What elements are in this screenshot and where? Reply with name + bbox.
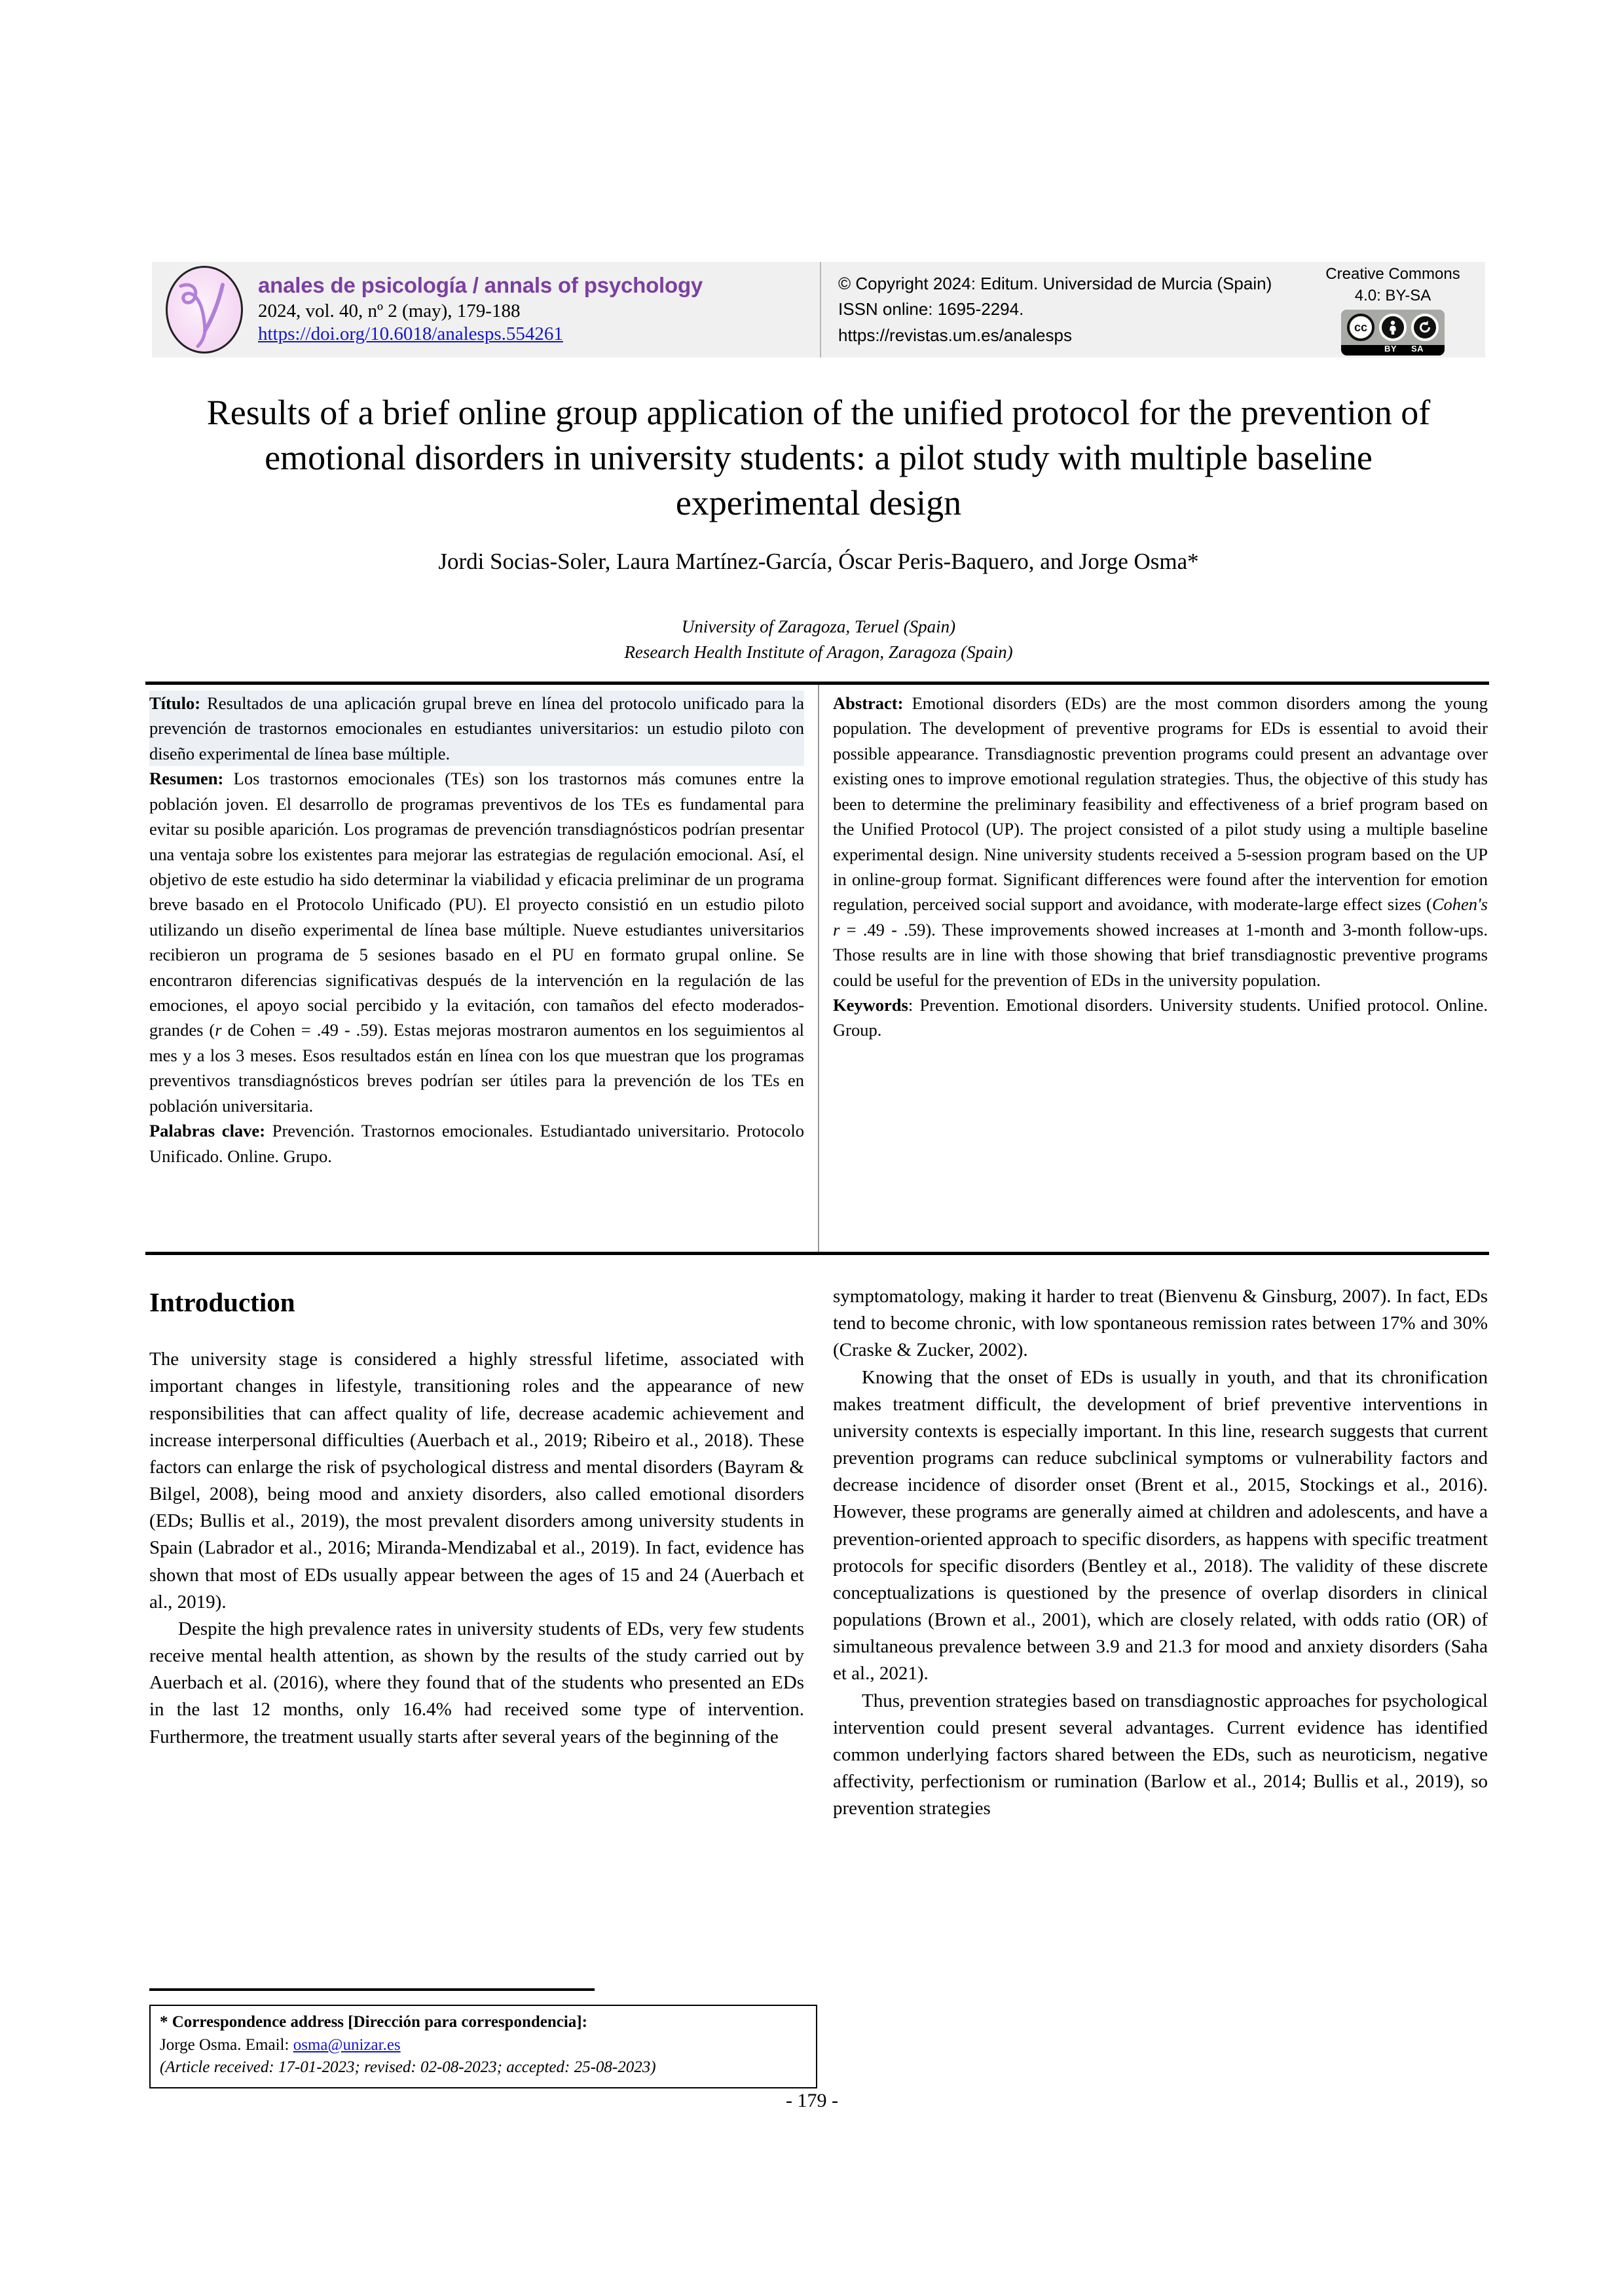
resumen-text-part2: de Cohen = .49 - .59). Estas mejoras mostraron aumentos en los seguimientos al mes y a los 3 meses. Esos resultados están en línea con los que muestran que los programas preventivos transdiagnósticos breves podrían ser útiles para la prevención de los TEs en población universitaria. [149, 1020, 804, 1116]
keywords-label: Keywords [833, 995, 908, 1015]
masthead-journal-block [152, 262, 820, 357]
cc-badge-inner [1341, 310, 1445, 345]
cc-by-icon [1379, 314, 1407, 341]
journal-website-link[interactable]: https://revistas.um.es/analesps [838, 325, 1072, 345]
issn-line: ISSN online: 1695-2294. [838, 299, 1024, 319]
title-block [177, 390, 1460, 526]
abstract-bottom-rule [145, 1252, 1489, 1255]
intro-paragraph-4: Knowing that the onset of EDs is usually in youth, and that its chronification makes treatment difficult, the development of brief preventive interventions in university contexts is especially important. In this line, research suggests that current prevention programs can reduce subclinical symptoms or vulnerability factors and decrease incidence of disorder onset (Brent et al., 2015, Stockings et al., 2016). However, these programs are generally aimed at children and adolescents, and have a prevention-oriented approach to specific disorders, as happens with specific treatment protocols for specific disorders (Bentley et al., 2018). The validity of these discrete conceptualizations is questioned by the presence of overlap disorders in clinical populations (Brown et al., 2001), which are closely related, with odds ratio (OR) of simultaneous prevalence between 3.9 and 21.3 for mood and anxiety disorders (Saha et al., 2021). [833, 1366, 1488, 1685]
correspondence-contact [160, 2034, 807, 2057]
abstract-text-part2: = .49 - .59). These improvements showed increases at 1-month and 3-month follow-ups. Those results are in line with those showing that brief transdiagnostic preventive programs could be useful for the prevention of EDs in the university population. [833, 919, 1488, 990]
abstract-italic-cohens-r: Cohen's r [833, 894, 1488, 939]
correspondence-title: * Correspondence address [Dirección para correspondencia]: [160, 2013, 587, 2031]
article-dates: (Article received: 17-01-2023; revised: 02-08-2023; accepted: 25-08-2023) [160, 2058, 656, 2076]
psi-glyph-icon [168, 268, 241, 352]
intro-paragraph-3: symptomatology, making it harder to treat (Bienvenu & Ginsburg, 2007). In fact, EDs tend to become chronic, with low spontaneous remission rates between 17% and 30% (Craske & Zucker, 2002). [833, 1286, 1488, 1361]
abstract-top-rule [145, 682, 1489, 685]
cc-sa-icon [1411, 314, 1439, 341]
cc-by-label: BY [1384, 344, 1397, 354]
correspondence-box [149, 2005, 817, 2088]
abstract-english [833, 691, 1488, 1043]
cc-logo-icon: cc [1347, 314, 1375, 341]
masthead-license-block [1304, 262, 1485, 357]
license-version: 4.0: BY-SA [1354, 286, 1431, 304]
author-list: Jordi Socias-Soler, Laura Martínez-García, Óscar Peris-Baquero, and Jorge Osma* [438, 549, 1199, 574]
page-number: - 179 - [786, 2090, 838, 2111]
masthead-publisher-block [820, 262, 1304, 357]
cc-badge-labels [1341, 343, 1445, 355]
titulo-paragraph [149, 691, 804, 766]
page-title: Results of a brief online group application of the unified protocol for the prevention of emotional disorders in university students: a pilot study with multiple baseline experimental design [206, 393, 1431, 523]
correspondence-name: Jorge Osma. Email: [160, 2035, 293, 2054]
copyright-line: © Copyright 2024: Editum. Universidad de Murcia (Spain) [838, 273, 1272, 293]
cc-sa-arrow-icon [1416, 319, 1433, 336]
license-name: Creative Commons [1325, 265, 1460, 283]
correspondence-email-link[interactable]: osma@unizar.es [293, 2035, 401, 2054]
section-heading-introduction: Introduction [149, 1287, 295, 1317]
abstract-column-divider [818, 685, 819, 1252]
titulo-text: Resultados de una aplicación grupal breve en línea del protocolo unificado para la prevención de trastornos emocionales en estudiantes universitarios: un estudio piloto con diseño experimental de línea base múltiple. [149, 693, 804, 763]
intro-paragraph-2: Despite the high prevalence rates in university students of EDs, very few students receive mental health attention, as shown by the results of the study carried out by Auerbach et al. (2016), where they found that of the students who presented an EDs in the last 12 months, only 16.4% had received some type of intervention. Furthermore, the treatment usually starts after several years of the beginning of the [149, 1618, 804, 1747]
abstract-paragraph [833, 691, 1488, 993]
introduction-column-left [149, 1283, 804, 1751]
creative-commons-badge-icon[interactable] [1341, 310, 1445, 355]
doi-link[interactable]: https://doi.org/10.6018/analesps.554261 [258, 323, 563, 344]
keywords-paragraph [833, 993, 1488, 1043]
masthead [152, 262, 1485, 357]
resumen-label: Resumen: [149, 769, 224, 789]
resumen-text-part1: Los trastornos emocionales (TEs) son los trastornos más comunes entre la población joven. El desarrollo de programas preventivos de los TEs es fundamental para evitar su posible aparición. Los programas de prevención transdiagnósticos podrían presentar una ventaja sobre los existentes para mejorar las estrategias de regulación emocional. Así, el objetivo de este estudio ha sido determinar la viabilidad y eficacia preliminar de un programa breve basado en el Protocolo Unificado (PU). El proyecto consistió en un estudio piloto utilizando un diseño experimental de línea base múltiple. Nueve estudiantes universitarios recibieron un programa de 5 sesiones basado en el PU en formato grupal online. Se encontraron diferencias significativas después de la intervención en la regulación de las emociones, el apoyo social percibido y la evitación, con tamaños del efecto moderados-grandes ( [149, 769, 804, 1040]
cc-sa-label: SA [1411, 344, 1424, 354]
footnote-separator-rule [149, 1988, 595, 1991]
titulo-label: Título: [149, 693, 201, 713]
introduction-column-right [833, 1283, 1488, 1822]
intro-paragraph-5: Thus, prevention strategies based on transdiagnostic approaches for psychological intervention could present several advantages. Current evidence has identified common underlying factors shared between the EDs, such as neuroticism, negative affectivity, perfectionism or rumination (Barlow et al., 2014; Bullis et al., 2019), so prevention strategies [833, 1690, 1488, 1819]
journal-name: anales de psicología / annals of psychology [258, 273, 703, 298]
psi-logo-icon [166, 266, 243, 354]
masthead-journal-text [248, 274, 703, 344]
resumen-italic-r: r [215, 1020, 222, 1040]
abstract-text-part1: Emotional disorders (EDs) are the most common disorders among the young population. The development of preventive programs for EDs is essential to avoid their possible appearance. Transdiagnostic prevention programs could present an advantage over existing ones to improve emotional regulation strategies. Thus, the objective of this study has been to determine the preliminary feasibility and effectiveness of a brief program based on the Unified Protocol (UP). The project consisted of a pilot study using a multiple baseline experimental design. Nine university students received a 5-session program based on the UP in online-group format. Significant differences were found after the intervention for emotion regulation, perceived social support and avoidance, with moderate-large effect sizes ( [833, 693, 1488, 915]
abstract-spanish [149, 691, 804, 1169]
palabras-clave-paragraph [149, 1118, 804, 1169]
cc-by-person-icon [1384, 319, 1401, 336]
keywords-text: : Prevention. Emotional disorders. University students. Unified protocol. Online. Group. [833, 995, 1488, 1040]
affiliations [177, 614, 1460, 665]
intro-paragraph-1: The university stage is considered a highly stressful lifetime, associated with important changes in lifestyle, transitioning roles and the appearance of new responsibilities that can affect quality of life, decrease academic achievement and increase interpersonal difficulties (Auerbach et al., 2019; Ribeiro et al., 2018). These factors can enlarge the risk of psychological distress and mental disorders (Bayram & Bilgel, 2008), being mood and anxiety disorders, also called emotional disorders (EDs; Bullis et al., 2019), the most prevalent disorders among university students in Spain (Labrador et al., 2016; Miranda-Mendizabal et al., 2019). In fact, evidence has shown that most of EDs usually appear between the ages of 15 and 24 (Auerbach et al., 2019). [149, 1349, 804, 1613]
affiliation-2: Research Health Institute of Aragon, Zaragoza (Spain) [624, 642, 1013, 663]
affiliation-1: University of Zaragoza, Teruel (Spain) [681, 617, 956, 636]
palabras-clave-text: Prevención. Trastornos emocionales. Estudiantado universitario. Protocolo Unificado. Online. Grupo. [149, 1121, 805, 1166]
abstract-label: Abstract: [833, 693, 904, 713]
palabras-clave-label: Palabras clave: [149, 1121, 266, 1141]
journal-logo [161, 266, 248, 353]
resumen-paragraph [149, 766, 804, 1118]
journal-issue-line: 2024, vol. 40, nº 2 (may), 179-188 [258, 301, 521, 322]
